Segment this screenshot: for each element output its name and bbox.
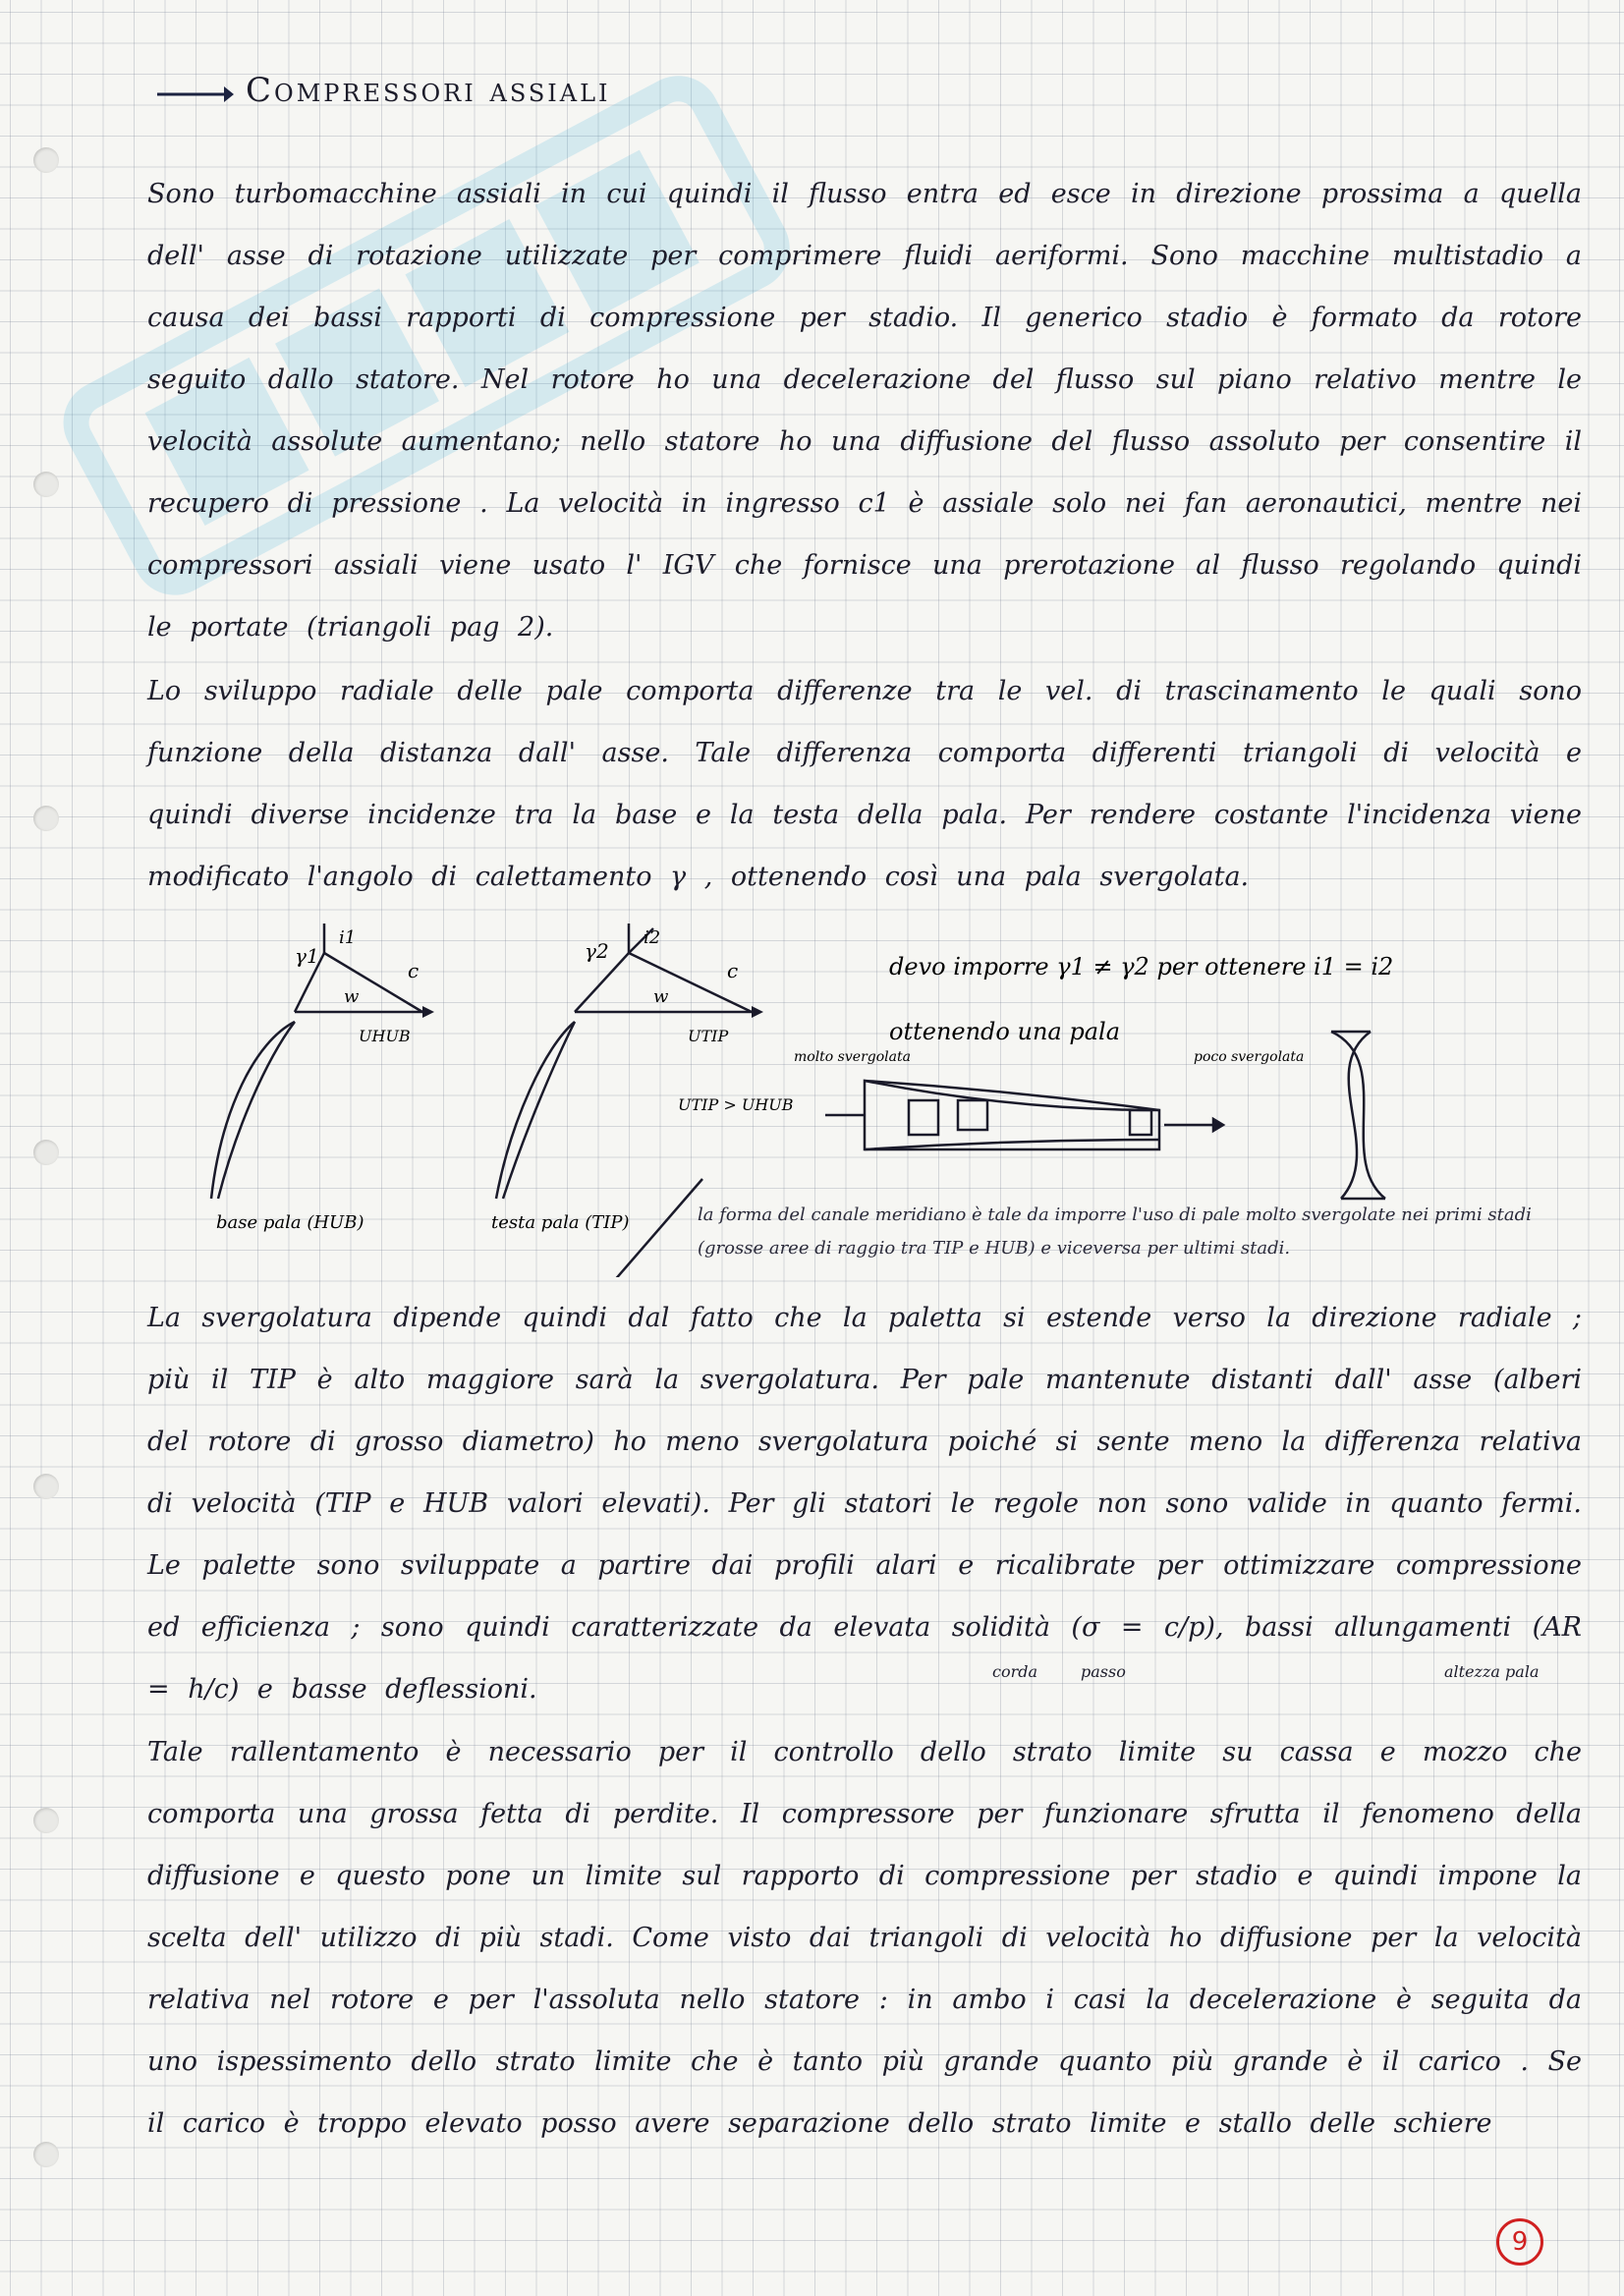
gamma2-label: γ2 — [585, 939, 609, 963]
binder-hole — [33, 1474, 59, 1499]
i2-label: i2 — [644, 927, 661, 948]
binder-hole — [33, 472, 59, 497]
paragraph-svergolatura: La svergolatura dipende quindi dal fatto che la paletta si estende verso la direzione radiale ; più il TIP è alto maggiore sarà la svergolatura. Per pale mantenute distanti dall' asse (alberi del rotore di grosso diametro) ho meno svergolatura poiché si sente meno la differenza relativa di velocità (TIP e HUB valori elevati). Per gli statori le regole non sono valide in quanto fermi. Le palette sono sviluppate a partire dai profili alari e ricalibrate per ottimizzare compressione ed efficienza ; sono quindi caratterizzate da elevata solidità (σ = c/p), bassi allungamenti (AR = h/c) e basse deflessioni. — [147, 1303, 1582, 1705]
ar-sub-altezza: altezza pala — [1444, 1662, 1540, 1681]
w-label-hub: w — [344, 986, 360, 1007]
design-note-line1: devo imporre γ1 ≠ γ2 per ottenere i1 = i2 — [889, 953, 1394, 980]
u-hub-label: UHUB — [359, 1027, 411, 1045]
paragraph-intro: Sono turbomacchine assiali in cui quindi il flusso entra ed esce in direzione prossima a quella dell' asse di rotazione utilizzate per comprimere fluidi aeriformi. Sono macchine multistadio a causa dei bassi rapporti di compressione per stadio. Il generico stadio è formato da rotore seguito dallo statore. Nel rotore ho una decelerazione del flusso sul piano relativo mentre le velocità assolute aumentano; nello statore ho una diffusione del flusso assoluto per consentire il recupero di pressione . La velocità in ingresso c1 è assiale solo nei fan aeronautici, mentre nei compressori assiali viene usato l' IGV che fornisce una prerotazione al flusso regolando quindi le portate (triangoli pag 2). — [147, 179, 1582, 643]
utip-gt-uhub-label: UTIP > UHUB — [678, 1095, 794, 1114]
sigma-sub-passo: passo — [1081, 1662, 1126, 1681]
binder-hole — [33, 147, 59, 173]
tip-label: testa pala (TIP) — [491, 1212, 630, 1233]
binder-hole — [33, 2142, 59, 2167]
sigma-sub-corda: corda — [992, 1662, 1038, 1681]
arrow-right-icon — [155, 83, 234, 106]
page-title: Compressori assiali — [246, 71, 611, 110]
meridional-channel-caption: la forma del canale meridiano è tale da imporre l'uso di pale molto svergolate nei primi stadi (grosse aree di raggio tra TIP e HUB) e viceversa per ultimi stadi. — [698, 1204, 1532, 1259]
paragraph-blade-development: Lo sviluppo radiale delle pale comporta differenze tra le vel. di trascinamento le quali sono funzione della distanza dall' asse. Tale differenza comporta differenti triangoli di velocità e quindi diverse incidenze tra la base e la testa della pala. Per rendere costante l'incidenza viene modificato l'angolo di calettamento γ , ottenendo così una pala svergolata. — [147, 676, 1582, 892]
design-note-line2: ottenendo una pala — [889, 1018, 1121, 1045]
u-tip-label: UTIP — [688, 1027, 729, 1045]
gamma1-label: γ1 — [295, 944, 319, 968]
c-label-hub: c — [408, 959, 420, 982]
binder-hole — [33, 806, 59, 831]
hub-label: base pala (HUB) — [216, 1212, 364, 1233]
page-number: 9 — [1496, 2218, 1543, 2266]
paragraph-rallentamento: Tale rallentamento è necessario per il controllo dello strato limite su cassa e mozzo che comporta una grossa fetta di perdite. Il compressore per funzionare sfrutta il fenomeno della diffusione e questo pone un limite sul rapporto di compressione per stadio e quindi impone la scelta dell' utilizzo di più stadi. Come visto dai triangoli di velocità ho diffusione per la velocità relativa nel rotore e per l'assoluta nello statore : in ambo i casi la decelerazione è seguita da uno ispessimento dello strato limite che è tanto più grande quanto più grande è il carico . Se il carico è troppo elevato posso avere separazione dello strato limite e stallo delle schiere — [147, 1737, 1582, 2139]
w-label-tip: w — [653, 986, 669, 1007]
molto-svergolata-label: molto svergolata — [794, 1049, 911, 1065]
poco-svergolata-label: poco svergolata — [1194, 1049, 1305, 1065]
binder-hole — [33, 1808, 59, 1833]
i1-label: i1 — [339, 927, 357, 948]
c-label-tip: c — [727, 959, 739, 982]
